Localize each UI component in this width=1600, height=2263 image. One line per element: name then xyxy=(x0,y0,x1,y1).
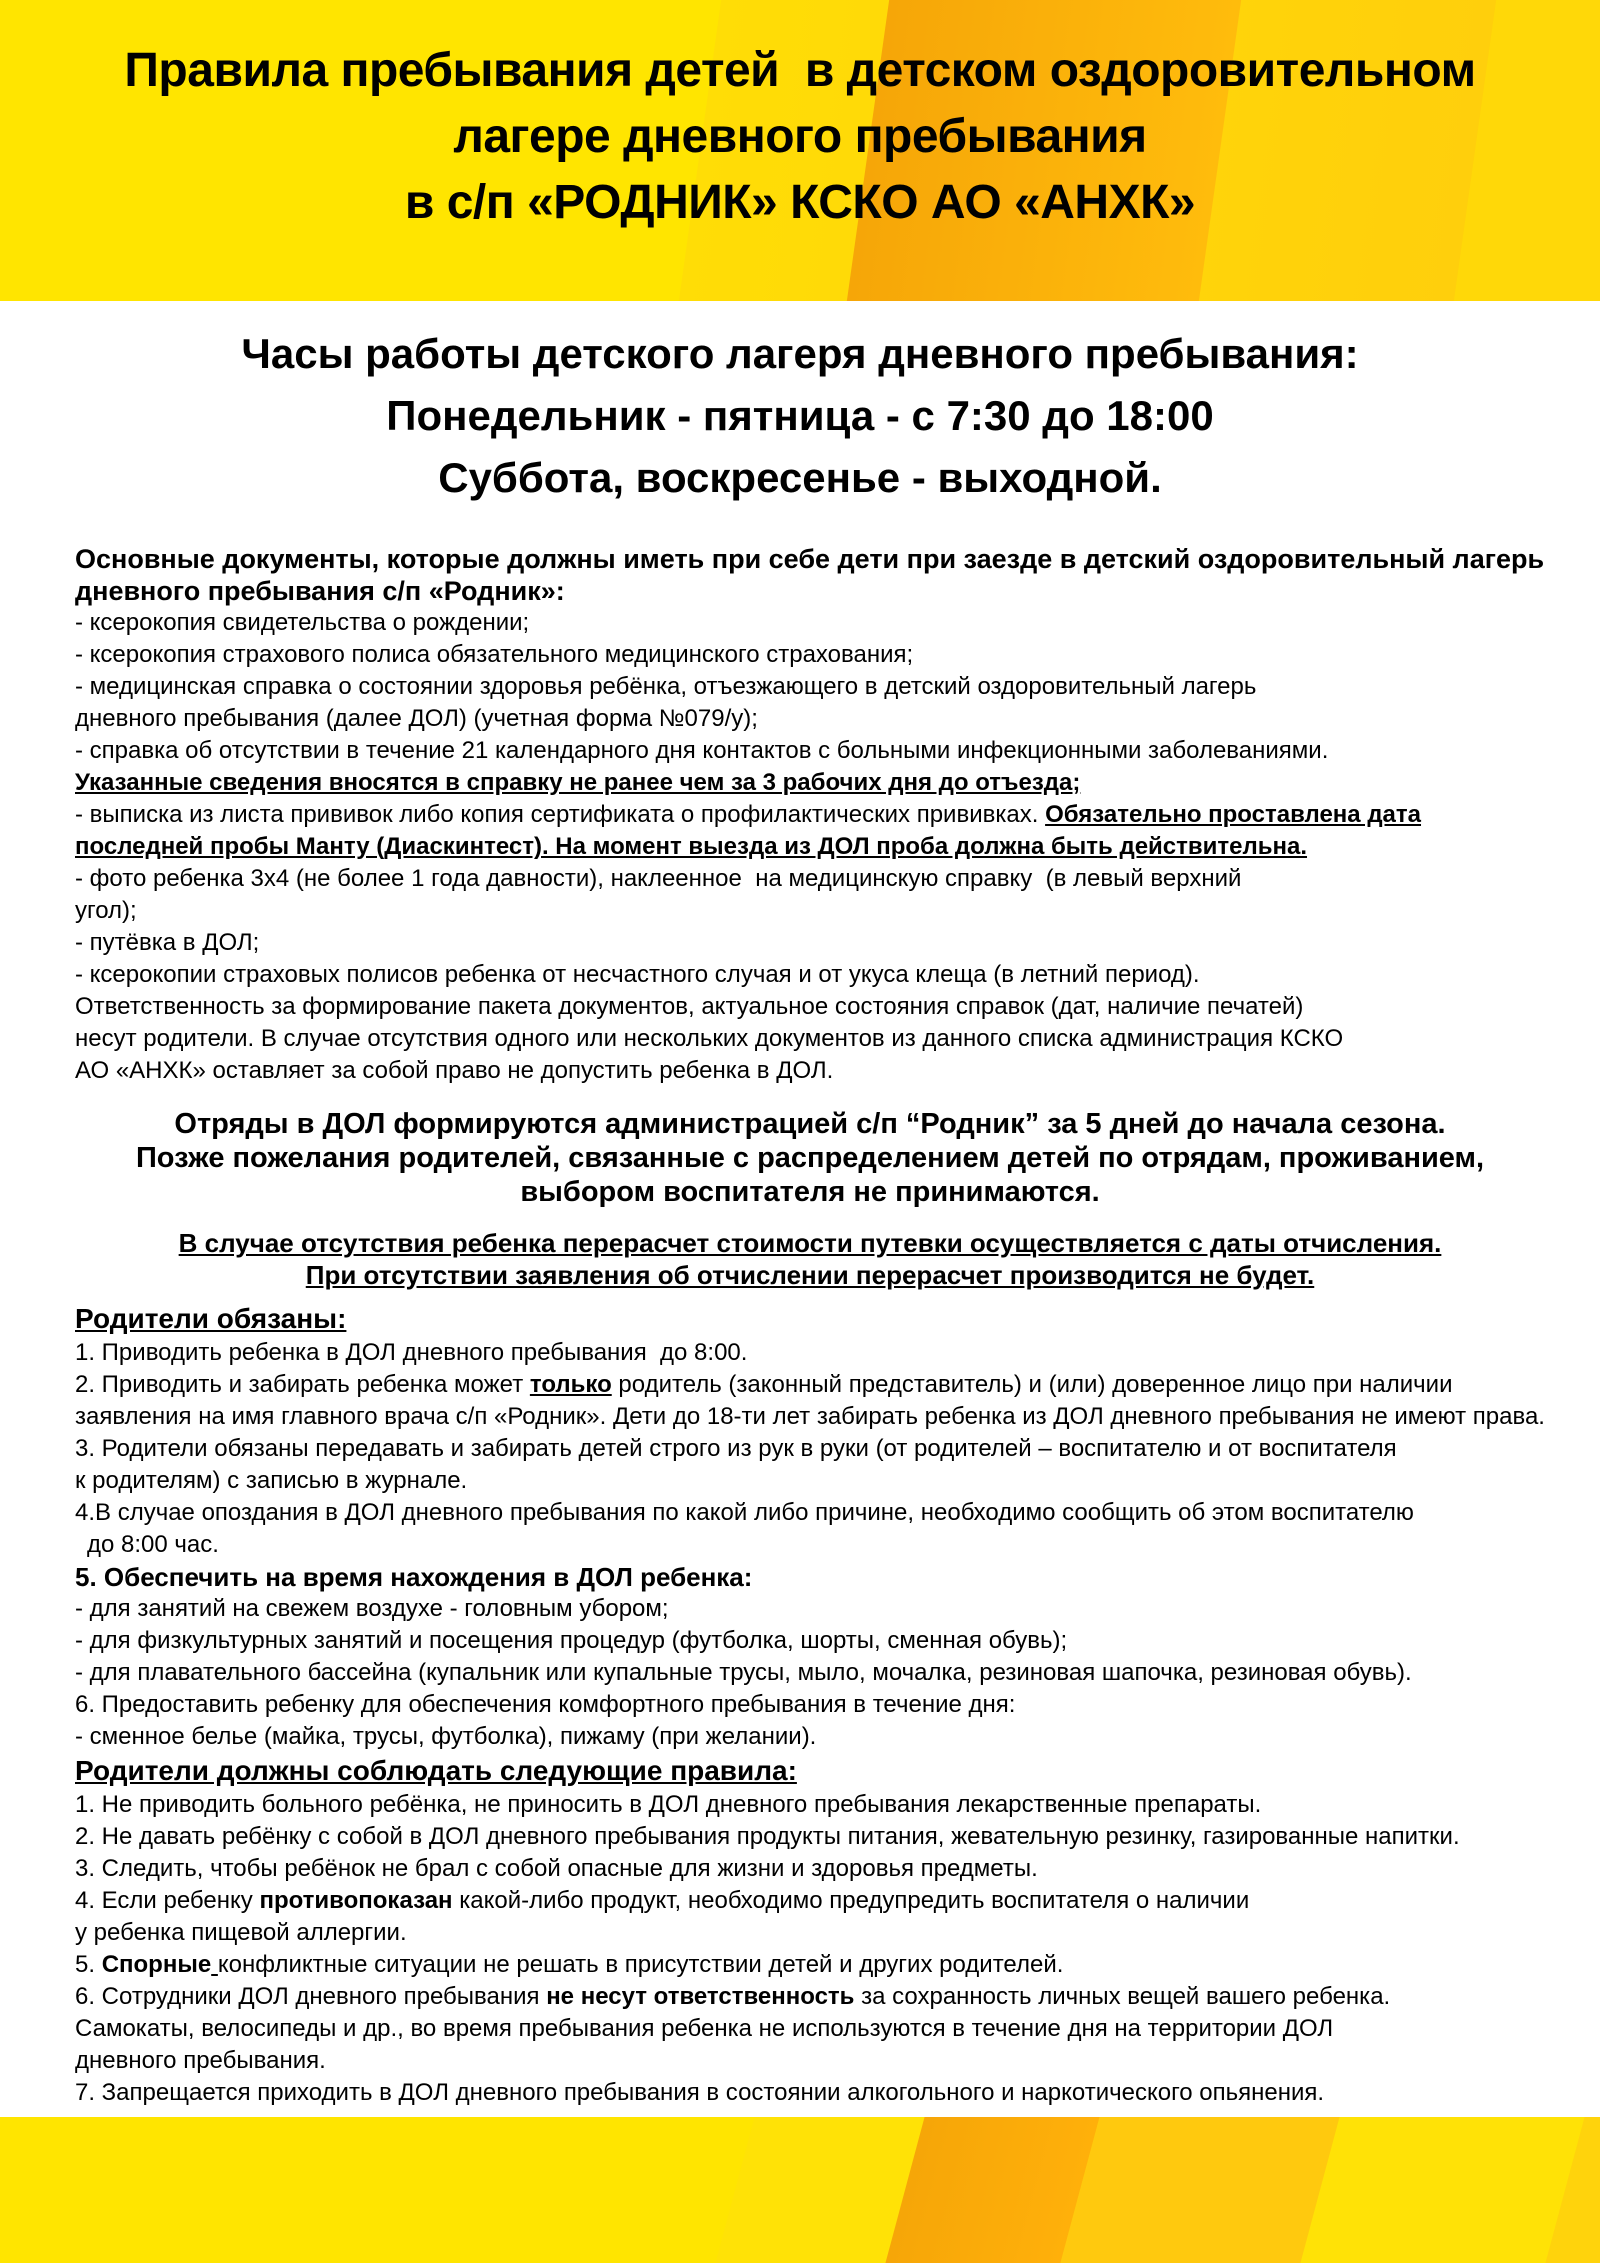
text-segment: 6. Предоставить ребенку для обеспечения комфортного пребывания в течение дня: xyxy=(75,1691,1016,1718)
text-segment: Указанные сведения вносятся в справку не ранее чем за 3 рабочих дня до отъезда; xyxy=(75,769,1081,796)
text-line xyxy=(75,799,1545,831)
text-segment: 4. Если ребенку xyxy=(75,1887,260,1914)
text-segment: 7. Запрещается приходить в ДОЛ дневного пребывания в состоянии алкогольного и наркотического опьянения. xyxy=(75,2079,1325,2106)
text-segment: у ребенка пищевой аллергии. xyxy=(75,1919,407,1946)
text-segment: В случае отсутствия ребенка перерасчет стоимости путевки осуществляется с даты отчисления. xyxy=(178,1228,1442,1258)
section-heading-parents-must xyxy=(75,1301,1545,1337)
text-segment: - медицинская справка о состоянии здоровья ребёнка, отъезжающего в детский оздоровительный лагерь xyxy=(75,673,1257,700)
text-line xyxy=(75,1981,1545,2013)
text-line xyxy=(75,1821,1545,1853)
text-segment: дневного пребывания. xyxy=(75,2047,326,2074)
header-band xyxy=(0,0,1600,301)
text-line xyxy=(75,1529,1545,1561)
poster-title xyxy=(0,0,1600,236)
text-segment: родитель (законный представитель) и (или) доверенное лицо при наличии xyxy=(611,1371,1453,1398)
text-line xyxy=(75,2013,1545,2045)
text-segment: 3. Родители обязаны передавать и забирать детей строго из рук в руки (от родителей – воспитателю и от воспитателя xyxy=(75,1435,1397,1462)
text-segment: Отряды в ДОЛ формируются администрацией с/п “Родник” за 5 дней до начала сезона. xyxy=(174,1108,1446,1140)
text-line xyxy=(75,1593,1545,1625)
text-segment: - фото ребенка 3х4 (не более 1 года давности), наклеенное на медицинскую справку (в левый верхний xyxy=(75,865,1242,892)
text-segment: 2. Не давать ребёнку с собой в ДОЛ дневного пребывания продукты питания, жевательную резинку, газированные напитки. xyxy=(75,1823,1460,1850)
text-segment: только xyxy=(529,1371,612,1398)
text-segment: 1. Приводить ребенка в ДОЛ дневного пребывания до 8:00. xyxy=(75,1339,748,1366)
text-segment xyxy=(211,1951,218,1978)
text-line xyxy=(75,1175,1545,1209)
text-line xyxy=(75,2045,1545,2077)
text-segment: Спорные xyxy=(101,1951,212,1978)
text-segment: - ксерокопия свидетельства о рождении; xyxy=(75,609,530,636)
text-segment: последней пробы Манту (Диаскинтест). На момент выезда из ДОЛ проба должна быть действительна. xyxy=(75,833,1308,860)
text-line xyxy=(75,1949,1545,1981)
text-segment: какой-либо продукт, необходимо предупредить воспитателя о наличии xyxy=(452,1887,1250,1914)
text-segment: к родителям) с записью в журнале. xyxy=(75,1467,468,1494)
text-line xyxy=(75,1625,1545,1657)
text-segment: 3. Следить, чтобы ребёнок не брал с собой опасные для жизни и здоровья предметы. xyxy=(75,1855,1038,1882)
text-line xyxy=(75,575,1545,607)
text-segment: - для плавательного бассейна (купальник или купальные трусы, мыло, мочалка, резиновая шапочка, резиновая обувь). xyxy=(75,1659,1412,1686)
text-segment: АО «АНХК» оставляет за собой право не допустить ребенка в ДОЛ. xyxy=(75,1057,834,1084)
text-line xyxy=(75,1369,1545,1401)
text-line xyxy=(75,1657,1545,1689)
text-segment: - выписка из листа прививок либо копия сертификата о профилактических прививках. xyxy=(75,801,1046,828)
poster-title-line-2: лагере дневного пребывания xyxy=(453,110,1147,163)
text-segment: Обязательно проставлена дата xyxy=(1045,801,1422,828)
footer-gold-stripe xyxy=(1050,2117,1351,2263)
text-segment: - путёвка в ДОЛ; xyxy=(75,929,260,956)
text-line xyxy=(75,895,1545,927)
poster-body xyxy=(0,301,1600,2117)
text-segment: Родители должны соблюдать следующие правила: xyxy=(75,1755,797,1786)
text-segment: 1. Не приводить больного ребёнка, не приносить в ДОЛ дневного пребывания лекарственные препараты. xyxy=(75,1791,1262,1818)
text-segment: Самокаты, велосипеды и др., во время пребывания ребенка не используются в течение дня на территории ДОЛ xyxy=(75,2015,1334,2042)
text-line xyxy=(75,959,1545,991)
section-heading-parents-rules xyxy=(75,1753,1545,1789)
text-segment: - справка об отсутствии в течение 21 календарного дня контактов с больными инфекционными заболеваниями. xyxy=(75,737,1329,764)
text-segment: Родители обязаны: xyxy=(75,1303,347,1334)
text-line xyxy=(75,1789,1545,1821)
text-segment: несут родители. В случае отсутствия одного или нескольких документов из данного списка администрация КСКО xyxy=(75,1025,1344,1052)
text-line xyxy=(75,1917,1545,1949)
poster-title-line-3: в с/п «РОДНИК» КСКО АО «АНХК» xyxy=(404,176,1196,229)
hours-section xyxy=(0,323,1600,509)
text-segment: до 8:00 час. xyxy=(87,1531,219,1558)
text-segment: Позже пожелания родителей, связанные с распределением детей по отрядам, проживанием, xyxy=(135,1142,1485,1174)
text-line xyxy=(75,543,1545,575)
hours-heading: Часы работы детского лагеря дневного пребывания: xyxy=(241,330,1359,377)
footer-band xyxy=(0,2117,1600,2263)
rules-content xyxy=(0,509,1600,2109)
text-line xyxy=(75,831,1545,863)
text-line xyxy=(75,1107,1545,1141)
text-line xyxy=(75,607,1545,639)
text-segment: 6. Сотрудники ДОЛ дневного пребывания xyxy=(75,1983,547,2010)
text-line xyxy=(75,767,1545,799)
text-segment: заявления на имя главного врача с/п «Родник». Дети до 18-ти лет забирать ребенка из ДОЛ дневного пребывания не имеют права. xyxy=(75,1403,1545,1430)
text-line xyxy=(75,1465,1545,1497)
poster-title-line-1: Правила пребывания детей в детском оздоровительном xyxy=(124,44,1476,97)
text-segment: Основные документы, которые должны иметь при себе дети при заезде в детский оздоровительный лагерь xyxy=(75,544,1545,574)
text-segment: дневного пребывания (далее ДОЛ) (учетная форма №079/у); xyxy=(75,705,758,732)
text-line xyxy=(75,927,1545,959)
text-line xyxy=(75,1689,1545,1721)
hours-weekdays: Понедельник - пятница - с 7:30 до 18:00 xyxy=(386,392,1214,439)
text-line xyxy=(75,1141,1545,1175)
hours-weekend: Суббота, воскресенье - выходной. xyxy=(438,454,1162,501)
text-segment: 4.В случае опоздания в ДОЛ дневного пребывания по какой либо причине, необходимо сообщить об этом воспитателю xyxy=(75,1499,1414,1526)
text-line xyxy=(75,1885,1545,1917)
text-segment: - сменное белье (майка, трусы, футболка), пижаму (при желании). xyxy=(75,1723,817,1750)
text-line xyxy=(75,1721,1545,1753)
text-line xyxy=(75,1853,1545,1885)
text-line xyxy=(75,639,1545,671)
text-line xyxy=(75,1055,1545,1087)
text-line xyxy=(75,1433,1545,1465)
text-segment: При отсутствии заявления об отчислении перерасчет производится не будет. xyxy=(305,1260,1315,1290)
text-segment: конфликтные ситуации не решать в присутствии детей и других родителей. xyxy=(217,1951,1064,1978)
text-line xyxy=(75,2077,1545,2109)
text-line xyxy=(75,1023,1545,1055)
text-segment: 2. Приводить и забирать ребенка может xyxy=(75,1371,530,1398)
text-line xyxy=(75,1561,1545,1593)
text-segment: не несут ответственность xyxy=(546,1983,855,2010)
text-segment: - для физкультурных занятий и посещения процедур (футболка, шорты, сменная обувь); xyxy=(75,1627,1068,1654)
text-segment: дневного пребывания с/п «Родник»: xyxy=(75,576,565,606)
text-line xyxy=(75,735,1545,767)
text-line xyxy=(75,1497,1545,1529)
text-segment: 5. xyxy=(75,1951,102,1978)
text-segment: - для занятий на свежем воздухе - головным убором; xyxy=(75,1595,669,1622)
text-segment: за сохранность личных вещей вашего ребенка. xyxy=(854,1983,1391,2010)
text-segment: противопоказан xyxy=(259,1887,453,1914)
text-line xyxy=(75,1259,1545,1291)
text-line xyxy=(75,1401,1545,1433)
text-line xyxy=(75,703,1545,735)
text-line xyxy=(75,1337,1545,1369)
text-line xyxy=(75,863,1545,895)
text-line xyxy=(75,991,1545,1023)
text-segment: - ксерокопия страхового полиса обязательного медицинского страхования; xyxy=(75,641,914,668)
text-segment: угол); xyxy=(75,897,137,924)
text-line xyxy=(75,671,1545,703)
text-segment: выбором воспитателя не принимаются. xyxy=(520,1176,1100,1208)
text-segment: Ответственность за формирование пакета документов, актуальное состояния справок (дат, наличие печатей) xyxy=(75,993,1304,1020)
text-segment: - ксерокопии страховых полисов ребенка от несчастного случая и от укуса клеща (в летний период). xyxy=(75,961,1200,988)
text-line xyxy=(75,1227,1545,1259)
text-segment: 5. Обеспечить на время нахождения в ДОЛ ребенка: xyxy=(75,1562,753,1592)
